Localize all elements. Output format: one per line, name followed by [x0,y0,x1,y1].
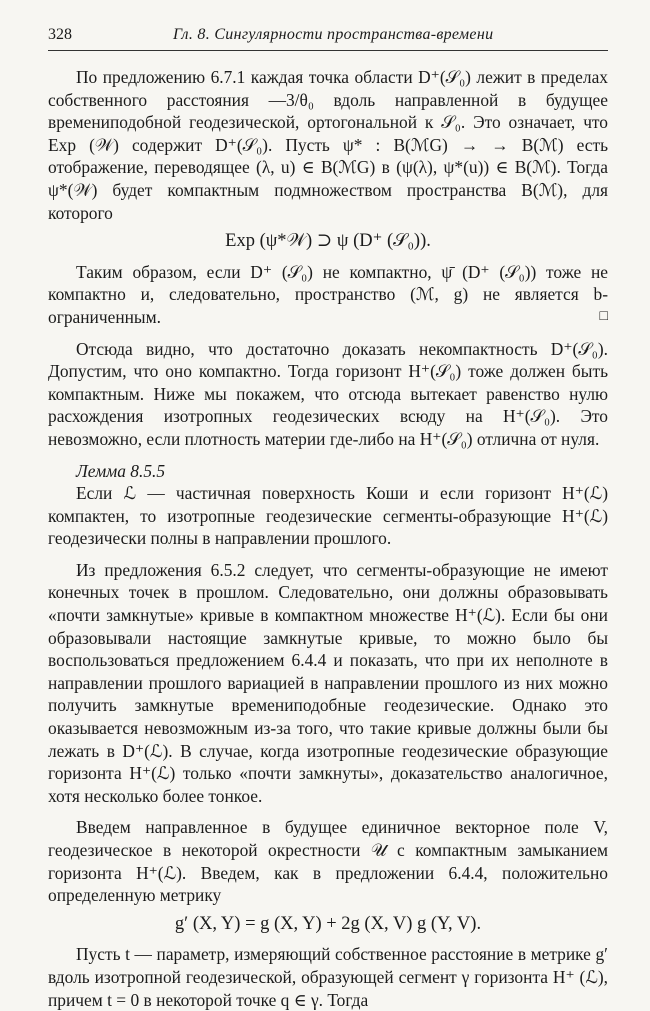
paragraph-2-text: Таким образом, если D⁺ (𝒮₀) не компактно, ψ̄ (D⁺ (𝒮₀)) тоже не компактно и, следовательно, пространство (ℳ, g) не является b-ограниченным. [48,261,608,327]
page-body [48,66,608,1011]
paragraph-3: Отсюда видно, что достаточно доказать некомпактность D⁺(𝒮₀). Допустим, что оно компактно. Тогда горизонт H⁺(𝒮₀) тоже должен быть компактным. Ниже мы покажем, что отсюда вытекает равенство нулю расхождения изотропных геодезических всюду на H⁺(𝒮₀). Это невозможно, если плотность материи где-либо на H⁺(𝒮₀) отлична от нуля. [48,338,608,449]
page-header [48,24,608,51]
lemma-text: Если ℒ — частичная поверхность Коши и если горизонт H⁺(ℒ) компактен, то изотропные геодезические сегменты-образующие H⁺(ℒ) геодезически полны в направлении прошлого. [48,483,608,549]
qed-mark: □ [599,308,608,324]
formula-exp: Exp (ψ*𝒲) ⊃ ψ (D⁺ (𝒮₀)). [225,231,431,252]
paragraph-1: По предложению 6.7.1 каждая точка области D⁺(𝒮₀) лежит в пределах собственного расстояния —3/θ₀ вдоль направленной в будущее времениподобной геодезической, ортогональной к 𝒮₀. Это означает, что Exp (𝒲) содержит D⁺(𝒮₀). Пусть ψ* : B(ℳG) → → B(ℳ) есть отображение, переводящее (λ, u) ∈ B(ℳG) в (ψ(λ), ψ*(u)) ∈ B(ℳ). Тогда ψ*(𝒲) будет компактным подмножеством пространства B(ℳ), для которого [48,67,608,223]
page-number: 328 [48,26,72,43]
paragraph-4: Из предложения 6.5.2 следует, что сегменты-образующие не имеют конечных точек в прошлом. Следовательно, они должны образовывать «почти замкнутые» кривые в компактном множестве H⁺(ℒ). Если бы они образовывали настоящие замкнутые кривые, то можно было бы воспользоваться предложением 6.4.4 и показать, что при их неполноте в направлении прошлого вариацией в направлении прошлого из них можно получить замкнутые времениподобные геодезические. Однако это оказывается невозможным из-за того, что такие кривые должны были бы лежать в D⁺(ℒ). В случае, когда изотропные геодезические образующие горизонта H⁺(ℒ) только «почти замкнуты», доказательство аналогичное, хотя несколько более тонкое. [48,559,608,806]
paragraph-6: Пусть t — параметр, измеряющий собственное расстояние в метрике g′ вдоль изотропной геодезической, образующей сегмент γ горизонта H⁺ (ℒ), причем t = 0 в некоторой точке q ∈ γ. Тогда [48,944,608,1010]
formula-metric: g′ (X, Y) = g (X, Y) + 2g (X, V) g (Y, V). [174,913,482,934]
running-title: Гл. 8. Сингулярности пространства-времени [173,26,494,43]
paragraph-5: Введем направленное в будущее единичное векторное поле V, геодезическое в некоторой окрестности 𝒰 с компактным замыканием горизонта H⁺(ℒ). Введем, как в предложении 6.4.4, положительно определенную метрику [48,817,608,906]
lemma-title: Лемма 8.5.5 [76,460,166,481]
paragraph-2 [48,261,608,329]
